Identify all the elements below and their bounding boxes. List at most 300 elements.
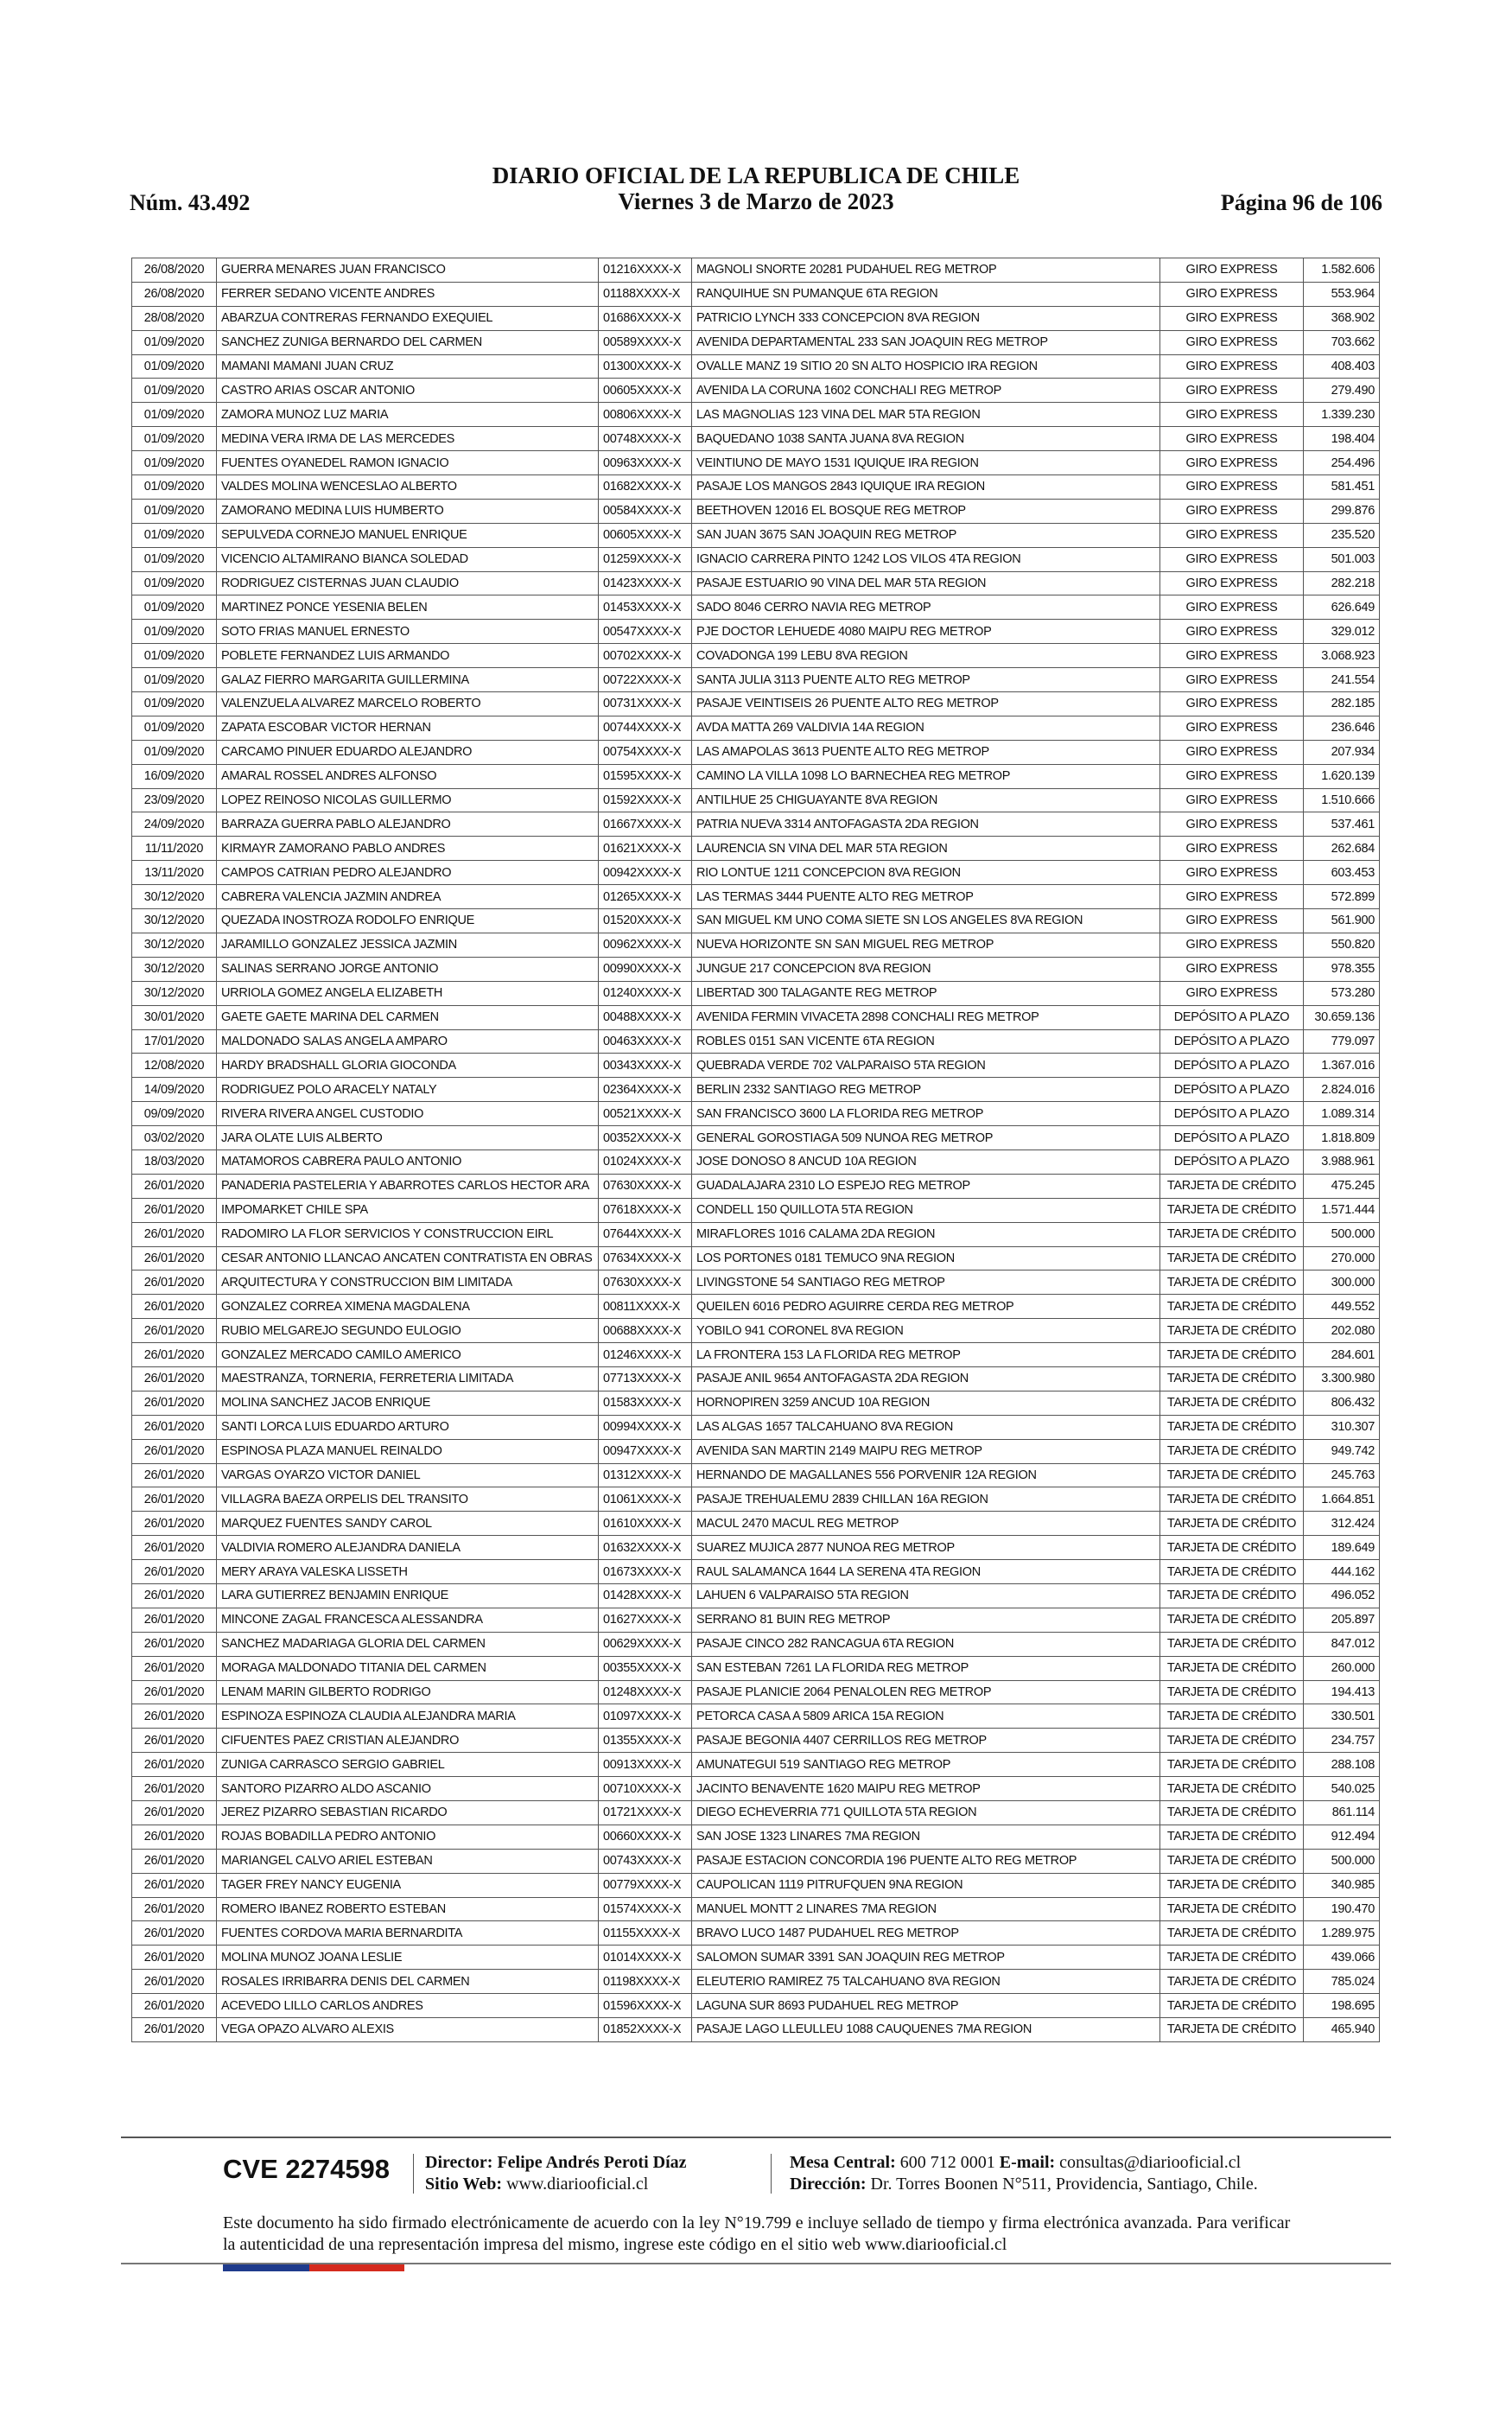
amount-cell: 1.818.809 [1304,1126,1380,1150]
name-cell: KIRMAYR ZAMORANO PABLO ANDRES [217,837,599,861]
table-row [132,909,1380,933]
product-cell: GIRO EXPRESS [1160,306,1304,330]
address-cell: BEETHOVEN 12016 EL BOSQUE REG METROP [692,499,1160,523]
date-cell: 01/09/2020 [132,403,217,427]
footer-separator [771,2154,772,2194]
table-row [132,2018,1380,2042]
date-cell: 30/12/2020 [132,933,217,957]
product-cell: TARJETA DE CRÉDITO [1160,1777,1304,1801]
name-cell: ZAMORA MUNOZ LUZ MARIA [217,403,599,427]
amount-cell: 299.876 [1304,499,1380,523]
rut-cell: 01520XXXX-X [599,909,692,933]
name-cell: PANADERIA PASTELERIA Y ABARROTES CARLOS HECTOR ARA [217,1174,599,1198]
name-cell: MOLINA MUNOZ JOANA LESLIE [217,1946,599,1970]
rut-cell: 00722XXXX-X [599,668,692,692]
table-row [132,933,1380,957]
product-cell: GIRO EXPRESS [1160,740,1304,764]
amount-cell: 703.662 [1304,330,1380,354]
table-row [132,885,1380,909]
rut-cell: 02364XXXX-X [599,1078,692,1102]
rut-cell: 00488XXXX-X [599,1005,692,1029]
amount-cell: 949.742 [1304,1439,1380,1463]
date-cell: 01/09/2020 [132,330,217,354]
date-cell: 26/01/2020 [132,1246,217,1270]
product-cell: GIRO EXPRESS [1160,909,1304,933]
date-cell: 01/09/2020 [132,571,217,595]
name-cell: MINCONE ZAGAL FRANCESCA ALESSANDRA [217,1608,599,1632]
product-cell: DEPÓSITO A PLAZO [1160,1150,1304,1174]
rut-cell: 00947XXXX-X [599,1439,692,1463]
address-cell: BAQUEDANO 1038 SANTA JUANA 8VA REGION [692,427,1160,451]
product-cell: TARJETA DE CRÉDITO [1160,1319,1304,1343]
date-cell: 26/01/2020 [132,1873,217,1897]
address-cell: PASAJE PLANICIE 2064 PENALOLEN REG METROP [692,1680,1160,1704]
rut-cell: 01355XXXX-X [599,1729,692,1753]
date-cell: 26/01/2020 [132,1825,217,1849]
address-cell: PATRIA NUEVA 3314 ANTOFAGASTA 2DA REGION [692,812,1160,837]
table-row [132,547,1380,571]
table-row [132,957,1380,981]
rut-cell: 01428XXXX-X [599,1583,692,1608]
address-cell: NUEVA HORIZONTE SN SAN MIGUEL REG METROP [692,933,1160,957]
amount-cell: 260.000 [1304,1656,1380,1680]
web-link[interactable]: www.diariooficial.cl [506,2175,649,2194]
date-cell: 26/01/2020 [132,1921,217,1946]
amount-cell: 288.108 [1304,1753,1380,1777]
date-cell: 26/08/2020 [132,282,217,306]
product-cell: DEPÓSITO A PLAZO [1160,1054,1304,1078]
date-cell: 26/01/2020 [132,1583,217,1608]
name-cell: MATAMOROS CABRERA PAULO ANTONIO [217,1150,599,1174]
date-cell: 26/01/2020 [132,1222,217,1246]
table-row [132,1994,1380,2018]
rut-cell: 01595XXXX-X [599,764,692,788]
rut-cell: 01632XXXX-X [599,1536,692,1560]
date-cell: 01/09/2020 [132,668,217,692]
product-cell: GIRO EXPRESS [1160,475,1304,500]
name-cell: MARIANGEL CALVO ARIEL ESTEBAN [217,1849,599,1873]
product-cell: TARJETA DE CRÉDITO [1160,1680,1304,1704]
address-cell: ELEUTERIO RAMIREZ 75 TALCAHUANO 8VA REGION [692,1970,1160,1994]
rut-cell: 00731XXXX-X [599,692,692,716]
product-cell: GIRO EXPRESS [1160,837,1304,861]
product-cell: TARJETA DE CRÉDITO [1160,1487,1304,1512]
product-cell: GIRO EXPRESS [1160,379,1304,403]
product-cell: GIRO EXPRESS [1160,571,1304,595]
rut-cell: 01014XXXX-X [599,1946,692,1970]
amount-cell: 550.820 [1304,933,1380,957]
rut-cell: 00744XXXX-X [599,716,692,740]
table-row [132,1632,1380,1656]
table-row [132,1246,1380,1270]
rut-cell: 00913XXXX-X [599,1753,692,1777]
table-row [132,427,1380,451]
address-cell: SUAREZ MUJICA 2877 NUNOA REG METROP [692,1536,1160,1560]
amount-cell: 847.012 [1304,1632,1380,1656]
product-cell: TARJETA DE CRÉDITO [1160,1753,1304,1777]
name-cell: GAETE GAETE MARINA DEL CARMEN [217,1005,599,1029]
registry-table-body [132,258,1380,2042]
date-cell: 18/03/2020 [132,1150,217,1174]
address-cell: LAURENCIA SN VINA DEL MAR 5TA REGION [692,837,1160,861]
product-cell: GIRO EXPRESS [1160,692,1304,716]
name-cell: ZAPATA ESCOBAR VICTOR HERNAN [217,716,599,740]
product-cell: GIRO EXPRESS [1160,258,1304,283]
name-cell: SANTORO PIZARRO ALDO ASCANIO [217,1777,599,1801]
product-cell: TARJETA DE CRÉDITO [1160,1970,1304,1994]
address-cell: SAN MIGUEL KM UNO COMA SIETE SN LOS ANGELES 8VA REGION [692,909,1160,933]
name-cell: CESAR ANTONIO LLANCAO ANCATEN CONTRATISTA EN OBRAS [217,1246,599,1270]
amount-cell: 439.066 [1304,1946,1380,1970]
table-row [132,981,1380,1005]
address-cell: PETORCA CASA A 5809 ARICA 15A REGION [692,1704,1160,1729]
table-row [132,451,1380,475]
address-cell: BERLIN 2332 SANTIAGO REG METROP [692,1078,1160,1102]
table-row [132,1054,1380,1078]
table-row [132,1873,1380,1897]
date-cell: 01/09/2020 [132,692,217,716]
name-cell: GONZALEZ MERCADO CAMILO AMERICO [217,1343,599,1367]
footer-director-block [425,2152,687,2195]
amount-cell: 30.659.136 [1304,1005,1380,1029]
name-cell: QUEZADA INOSTROZA RODOLFO ENRIQUE [217,909,599,933]
rut-cell: 01673XXXX-X [599,1560,692,1584]
address-cell: JOSE DONOSO 8 ANCUD 10A REGION [692,1150,1160,1174]
date-cell: 01/09/2020 [132,716,217,740]
date-cell: 01/09/2020 [132,595,217,620]
date-cell: 01/09/2020 [132,740,217,764]
director-name: Director: Felipe Andrés Peroti Díaz [425,2153,687,2172]
product-cell: DEPÓSITO A PLAZO [1160,1102,1304,1126]
rut-cell: 01852XXXX-X [599,2018,692,2042]
date-cell: 26/01/2020 [132,1753,217,1777]
product-cell: GIRO EXPRESS [1160,354,1304,379]
product-cell: TARJETA DE CRÉDITO [1160,1415,1304,1439]
product-cell: GIRO EXPRESS [1160,427,1304,451]
address-cell: LAS ALGAS 1657 TALCAHUANO 8VA REGION [692,1415,1160,1439]
address-cell: SAN FRANCISCO 3600 LA FLORIDA REG METROP [692,1102,1160,1126]
address-cell: GUADALAJARA 2310 LO ESPEJO REG METROP [692,1174,1160,1198]
rut-cell: 00584XXXX-X [599,499,692,523]
table-row [132,1102,1380,1126]
address-cell: SERRANO 81 BUIN REG METROP [692,1608,1160,1632]
address-cell: SALOMON SUMAR 3391 SAN JOAQUIN REG METROP [692,1946,1160,1970]
amount-cell: 500.000 [1304,1849,1380,1873]
page-number: Página 96 de 106 [1220,190,1382,215]
address-cell: RANQUIHUE SN PUMANQUE 6TA REGION [692,282,1160,306]
product-cell: GIRO EXPRESS [1160,499,1304,523]
amount-cell: 3.988.961 [1304,1150,1380,1174]
address-cell: PASAJE VEINTISEIS 26 PUENTE ALTO REG METROP [692,692,1160,716]
rut-cell: 01300XXXX-X [599,354,692,379]
signature-note: Este documento ha sido firmado electrónicamente de acuerdo con la ley N°19.799 e incluye sellado de tiempo y firma electrónica avanzada. Para verificar la autenticidad de una representación impresa del mismo, ingrese este código en el sitio web www.diariooficial.cl [223,2213,1291,2254]
name-cell: ARQUITECTURA Y CONSTRUCCION BIM LIMITADA [217,1270,599,1295]
date-cell: 13/11/2020 [132,861,217,885]
address-cell: IGNACIO CARRERA PINTO 1242 LOS VILOS 4TA REGION [692,547,1160,571]
table-row [132,1583,1380,1608]
amount-cell: 475.245 [1304,1174,1380,1198]
name-cell: LARA GUTIERREZ BENJAMIN ENRIQUE [217,1583,599,1608]
table-row [132,1536,1380,1560]
product-cell: TARJETA DE CRÉDITO [1160,2018,1304,2042]
product-cell: GIRO EXPRESS [1160,933,1304,957]
date-cell: 26/01/2020 [132,1366,217,1391]
rut-cell: 01686XXXX-X [599,306,692,330]
rut-cell: 00629XXXX-X [599,1632,692,1656]
address-cell: PASAJE ANIL 9654 ANTOFAGASTA 2DA REGION [692,1366,1160,1391]
address-cell: QUEBRADA VERDE 702 VALPARAISO 5TA REGION [692,1054,1160,1078]
table-row [132,595,1380,620]
rut-cell: 00990XXXX-X [599,957,692,981]
address-cell: RIO LONTUE 1211 CONCEPCION 8VA REGION [692,861,1160,885]
amount-cell: 444.162 [1304,1560,1380,1584]
product-cell: DEPÓSITO A PLAZO [1160,1078,1304,1102]
amount-cell: 282.185 [1304,692,1380,716]
name-cell: GONZALEZ CORREA XIMENA MAGDALENA [217,1295,599,1319]
address-cell: PASAJE LAGO LLEULLEU 1088 CAUQUENES 7MA REGION [692,2018,1160,2042]
product-cell: TARJETA DE CRÉDITO [1160,1801,1304,1825]
amount-cell: 270.000 [1304,1246,1380,1270]
amount-cell: 236.646 [1304,716,1380,740]
address-cell: AVENIDA LA CORUNA 1602 CONCHALI REG METROP [692,379,1160,403]
address-cell: RAUL SALAMANCA 1644 LA SERENA 4TA REGION [692,1560,1160,1584]
table-row [132,1295,1380,1319]
amount-cell: 912.494 [1304,1825,1380,1849]
product-cell: TARJETA DE CRÉDITO [1160,1439,1304,1463]
rut-cell: 00994XXXX-X [599,1415,692,1439]
address-cell: LIVINGSTONE 54 SANTIAGO REG METROP [692,1270,1160,1295]
rut-cell: 00660XXXX-X [599,1825,692,1849]
address-cell: PASAJE ESTUARIO 90 VINA DEL MAR 5TA REGION [692,571,1160,595]
product-cell: TARJETA DE CRÉDITO [1160,1729,1304,1753]
name-cell: SANCHEZ MADARIAGA GLORIA DEL CARMEN [217,1632,599,1656]
date-cell: 01/09/2020 [132,475,217,500]
amount-cell: 194.413 [1304,1680,1380,1704]
product-cell: GIRO EXPRESS [1160,788,1304,812]
address-cell: HERNANDO DE MAGALLANES 556 PORVENIR 12A REGION [692,1463,1160,1487]
address-cell: QUEILEN 6016 PEDRO AGUIRRE CERDA REG METROP [692,1295,1160,1319]
product-cell: TARJETA DE CRÉDITO [1160,1825,1304,1849]
address-cell: PASAJE CINCO 282 RANCAGUA 6TA REGION [692,1632,1160,1656]
rut-cell: 00463XXXX-X [599,1029,692,1054]
amount-cell: 310.307 [1304,1415,1380,1439]
product-cell: TARJETA DE CRÉDITO [1160,1656,1304,1680]
footer-contact-block [790,2152,1258,2195]
amount-cell: 779.097 [1304,1029,1380,1054]
table-row [132,330,1380,354]
table-row [132,1126,1380,1150]
table-row [132,1560,1380,1584]
table-row [132,716,1380,740]
date-cell: 30/12/2020 [132,981,217,1005]
address-cell: BRAVO LUCO 1487 PUDAHUEL REG METROP [692,1921,1160,1946]
rut-cell: 01259XXXX-X [599,547,692,571]
flag-stripe-red [309,2264,404,2271]
amount-cell: 202.080 [1304,1319,1380,1343]
name-cell: VALENZUELA ALVAREZ MARCELO ROBERTO [217,692,599,716]
address-cell: MANUEL MONTT 2 LINARES 7MA REGION [692,1897,1160,1921]
name-cell: RODRIGUEZ POLO ARACELY NATALY [217,1078,599,1102]
rut-cell: 01610XXXX-X [599,1512,692,1536]
mesa-phone: 600 712 0001 [899,2153,995,2172]
rut-cell: 00688XXXX-X [599,1319,692,1343]
name-cell: SALINAS SERRANO JORGE ANTONIO [217,957,599,981]
amount-cell: 785.024 [1304,1970,1380,1994]
date-cell: 26/01/2020 [132,1680,217,1704]
rut-cell: 01097XXXX-X [599,1704,692,1729]
registry-table [131,258,1380,2042]
rut-cell: 00605XXXX-X [599,523,692,547]
name-cell: CABRERA VALENCIA JAZMIN ANDREA [217,885,599,909]
date-cell: 01/09/2020 [132,547,217,571]
email-link[interactable]: consultas@diariooficial.cl [1059,2153,1242,2172]
name-cell: MORAGA MALDONADO TITANIA DEL CARMEN [217,1656,599,1680]
table-row [132,1150,1380,1174]
rut-cell: 01061XXXX-X [599,1487,692,1512]
rut-cell: 01721XXXX-X [599,1801,692,1825]
address-cell: LAS TERMAS 3444 PUENTE ALTO REG METROP [692,885,1160,909]
table-row [132,282,1380,306]
name-cell: JARAMILLO GONZALEZ JESSICA JAZMIN [217,933,599,957]
name-cell: CARCAMO PINUER EDUARDO ALEJANDRO [217,740,599,764]
table-row [132,1415,1380,1439]
address-value: Dr. Torres Boonen N°511, Providencia, Santiago, Chile. [870,2175,1258,2194]
rut-cell: 01198XXXX-X [599,1970,692,1994]
address-cell: DIEGO ECHEVERRIA 771 QUILLOTA 5TA REGION [692,1801,1160,1825]
product-cell: GIRO EXPRESS [1160,764,1304,788]
date-cell: 30/12/2020 [132,909,217,933]
address-cell: VEINTIUNO DE MAYO 1531 IQUIQUE IRA REGION [692,451,1160,475]
amount-cell: 205.897 [1304,1608,1380,1632]
rut-cell: 00352XXXX-X [599,1126,692,1150]
amount-cell: 540.025 [1304,1777,1380,1801]
amount-cell: 198.695 [1304,1994,1380,2018]
address-cell: YOBILO 941 CORONEL 8VA REGION [692,1319,1160,1343]
table-row [132,1729,1380,1753]
amount-cell: 262.684 [1304,837,1380,861]
amount-cell: 496.052 [1304,1583,1380,1608]
amount-cell: 207.934 [1304,740,1380,764]
product-cell: TARJETA DE CRÉDITO [1160,1608,1304,1632]
table-row [132,1608,1380,1632]
amount-cell: 2.824.016 [1304,1078,1380,1102]
name-cell: ESPINOSA PLAZA MANUEL REINALDO [217,1439,599,1463]
amount-cell: 254.496 [1304,451,1380,475]
date-cell: 26/01/2020 [132,1801,217,1825]
address-cell: SAN ESTEBAN 7261 LA FLORIDA REG METROP [692,1656,1160,1680]
rut-cell: 07630XXXX-X [599,1270,692,1295]
product-cell: TARJETA DE CRÉDITO [1160,1849,1304,1873]
amount-cell: 500.000 [1304,1222,1380,1246]
product-cell: DEPÓSITO A PLAZO [1160,1005,1304,1029]
name-cell: VILLAGRA BAEZA ORPELIS DEL TRANSITO [217,1487,599,1512]
product-cell: TARJETA DE CRÉDITO [1160,1512,1304,1536]
address-cell: CAMINO LA VILLA 1098 LO BARNECHEA REG METROP [692,764,1160,788]
date-cell: 26/01/2020 [132,1608,217,1632]
address-label: Dirección: [790,2175,867,2194]
rut-cell: 01240XXXX-X [599,981,692,1005]
amount-cell: 603.453 [1304,861,1380,885]
table-row [132,1849,1380,1873]
table-row [132,1946,1380,1970]
page-header [130,159,1382,220]
product-cell: TARJETA DE CRÉDITO [1160,1704,1304,1729]
date-cell: 26/01/2020 [132,1198,217,1222]
name-cell: SEPULVEDA CORNEJO MANUEL ENRIQUE [217,523,599,547]
rut-cell: 00748XXXX-X [599,427,692,451]
date-cell: 17/01/2020 [132,1029,217,1054]
amount-cell: 300.000 [1304,1270,1380,1295]
name-cell: VALDES MOLINA WENCESLAO ALBERTO [217,475,599,500]
rut-cell: 01024XXXX-X [599,1150,692,1174]
amount-cell: 572.899 [1304,885,1380,909]
rut-cell: 01574XXXX-X [599,1897,692,1921]
table-row [132,692,1380,716]
date-cell: 26/01/2020 [132,1777,217,1801]
date-cell: 26/01/2020 [132,2018,217,2042]
amount-cell: 408.403 [1304,354,1380,379]
product-cell: TARJETA DE CRÉDITO [1160,1463,1304,1487]
publication-name: DIARIO OFICIAL DE LA REPUBLICA DE CHILE [492,162,1020,188]
name-cell: CIFUENTES PAEZ CRISTIAN ALEJANDRO [217,1729,599,1753]
table-row [132,861,1380,885]
rut-cell: 01155XXXX-X [599,1921,692,1946]
amount-cell: 3.300.980 [1304,1366,1380,1391]
amount-cell: 465.940 [1304,2018,1380,2042]
name-cell: MARQUEZ FUENTES SANDY CAROL [217,1512,599,1536]
name-cell: POBLETE FERNANDEZ LUIS ARMANDO [217,644,599,668]
name-cell: VALDIVIA ROMERO ALEJANDRA DANIELA [217,1536,599,1560]
rut-cell: 01453XXXX-X [599,595,692,620]
address-cell: PASAJE LOS MANGOS 2843 IQUIQUE IRA REGION [692,475,1160,500]
date-cell: 26/01/2020 [132,1319,217,1343]
table-row [132,1391,1380,1415]
address-cell: AVDA MATTA 269 VALDIVIA 14A REGION [692,716,1160,740]
date-cell: 26/01/2020 [132,1994,217,2018]
date-cell: 26/01/2020 [132,1415,217,1439]
date-cell: 26/01/2020 [132,1487,217,1512]
rut-cell: 07713XXXX-X [599,1366,692,1391]
web-label: Sitio Web: [425,2175,503,2194]
amount-cell: 581.451 [1304,475,1380,500]
name-cell: RODRIGUEZ CISTERNAS JUAN CLAUDIO [217,571,599,595]
amount-cell: 330.501 [1304,1704,1380,1729]
amount-cell: 282.218 [1304,571,1380,595]
address-cell: PASAJE BEGONIA 4407 CERRILLOS REG METROP [692,1729,1160,1753]
name-cell: SANTI LORCA LUIS EDUARDO ARTURO [217,1415,599,1439]
name-cell: ABARZUA CONTRERAS FERNANDO EXEQUIEL [217,306,599,330]
amount-cell: 553.964 [1304,282,1380,306]
footer-separator [413,2154,414,2194]
rut-cell: 00521XXXX-X [599,1102,692,1126]
table-row [132,1366,1380,1391]
name-cell: URRIOLA GOMEZ ANGELA ELIZABETH [217,981,599,1005]
name-cell: MAESTRANZA, TORNERIA, FERRETERIA LIMITADA [217,1366,599,1391]
table-row [132,1319,1380,1343]
rut-cell: 07634XXXX-X [599,1246,692,1270]
amount-cell: 1.089.314 [1304,1102,1380,1126]
address-cell: AVENIDA FERMIN VIVACETA 2898 CONCHALI REG METROP [692,1005,1160,1029]
date-cell: 01/09/2020 [132,499,217,523]
address-cell: PASAJE TREHUALEMU 2839 CHILLAN 16A REGION [692,1487,1160,1512]
flag-stripe-blue [223,2264,309,2271]
table-row [132,1921,1380,1946]
date-cell: 01/09/2020 [132,451,217,475]
publication-date: Viernes 3 de Marzo de 2023 [618,188,894,214]
table-row [132,523,1380,547]
table-row [132,403,1380,427]
date-cell: 26/01/2020 [132,1897,217,1921]
